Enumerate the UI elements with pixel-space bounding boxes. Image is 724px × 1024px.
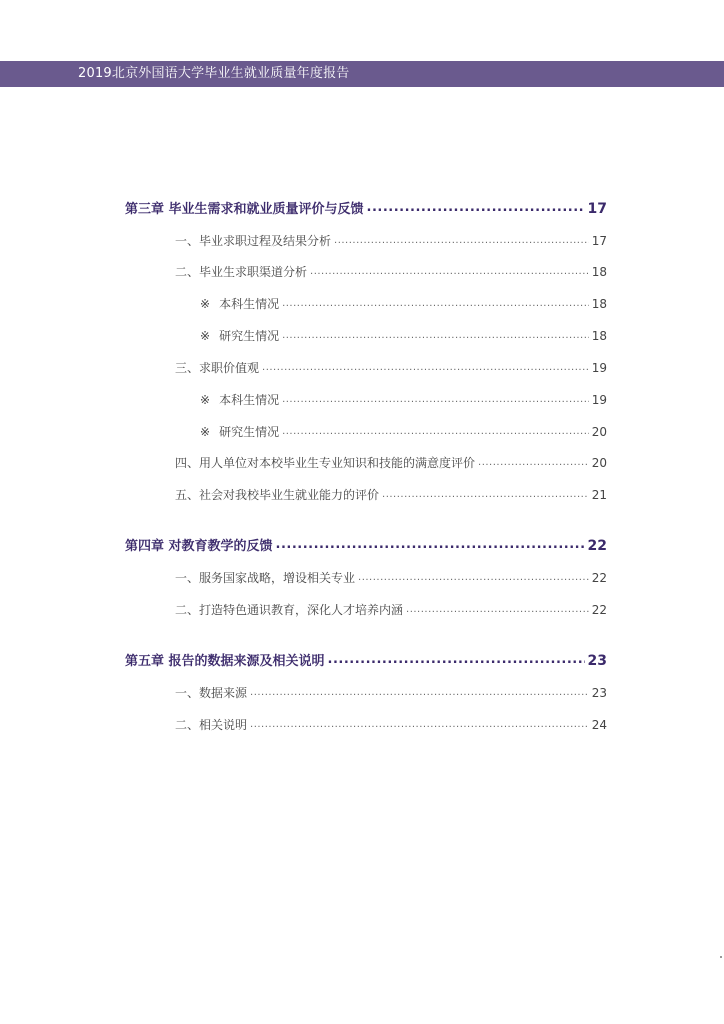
toc-entry-label: 一、服务国家战略，增设相关专业 (175, 571, 356, 585)
toc-page-number: 18 (591, 297, 607, 311)
toc-page-number: 17 (587, 201, 607, 217)
toc-dot-leader (358, 572, 589, 583)
toc-dot-leader (310, 266, 589, 277)
toc-dot-leader (282, 394, 589, 405)
toc-subsection-3-3-a[interactable] (200, 391, 607, 408)
report-title: 2019北京外国语大学毕业生就业质量年度报告 (78, 66, 350, 81)
toc-subsection-3-3-b[interactable] (200, 423, 607, 440)
toc-entry-label: 二、相关说明 (175, 718, 248, 732)
toc-section-3-4[interactable] (175, 454, 607, 471)
reference-mark-icon: ※ (200, 297, 211, 311)
toc-section-3-1[interactable] (175, 232, 607, 249)
toc-page-number: 24 (591, 718, 607, 732)
toc-page-number: 18 (591, 265, 607, 279)
toc-chapter-3[interactable] (125, 198, 607, 217)
toc-entry-label: 第三章 毕业生需求和就业质量评价与反馈 (125, 202, 364, 217)
toc-section-5-2[interactable] (175, 716, 607, 733)
toc-entry-label: 一、数据来源 (175, 686, 248, 700)
toc-entry-label: 二、毕业生求职渠道分析 (175, 265, 308, 279)
toc-section-5-1[interactable] (175, 684, 607, 701)
toc-page-number: 20 (591, 456, 607, 470)
toc-entry-label: 一、毕业求职过程及结果分析 (175, 234, 332, 248)
toc-dot-leader (262, 362, 589, 373)
toc-entry-text: 研究生情况 (219, 329, 280, 343)
toc-subsection-3-2-b[interactable] (200, 327, 607, 344)
toc-entry-label: 二、打造特色通识教育，深化人才培养内涵 (175, 603, 404, 617)
toc-page-number: 17 (591, 234, 607, 248)
toc-dot-leader (250, 719, 589, 730)
toc-entry-label: 第五章 报告的数据来源及相关说明 (125, 654, 325, 669)
page-edge-mark (720, 956, 722, 958)
toc-section-3-5[interactable] (175, 486, 607, 503)
toc-page-number: 20 (591, 425, 607, 439)
toc-entry-label (200, 423, 279, 440)
toc-dot-leader (276, 537, 585, 552)
toc-page-number: 18 (591, 329, 607, 343)
toc-dot-leader (334, 235, 589, 246)
toc-entry-label: 第四章 对教育教学的反馈 (125, 539, 273, 554)
toc-chapter-4[interactable] (125, 535, 607, 554)
toc-page-number: 22 (591, 571, 607, 585)
toc-page-number: 19 (591, 361, 607, 375)
toc-entry-label (200, 391, 279, 408)
toc-entry-label (200, 327, 279, 344)
toc-chapter-5[interactable] (125, 650, 607, 669)
toc-dot-leader (478, 457, 589, 468)
toc-dot-leader (367, 200, 585, 215)
toc-entry-label (200, 295, 279, 312)
toc-entry-label: 三、求职价值观 (175, 361, 260, 375)
toc-entry-text: 本科生情况 (219, 393, 280, 407)
toc-dot-leader (406, 604, 589, 615)
toc-dot-leader (382, 489, 589, 500)
toc-page-number: 21 (591, 488, 607, 502)
toc-dot-leader (282, 330, 589, 341)
toc-page-number: 22 (587, 538, 607, 554)
toc-section-3-3[interactable] (175, 359, 607, 376)
toc-section-4-1[interactable] (175, 569, 607, 586)
toc-entry-label: 五、社会对我校毕业生就业能力的评价 (175, 488, 380, 502)
toc-dot-leader (250, 687, 589, 698)
toc-entry-label: 四、用人单位对本校毕业生专业知识和技能的满意度评价 (175, 456, 476, 470)
toc-page-number: 22 (591, 603, 607, 617)
toc-page-number: 23 (587, 653, 607, 669)
toc-section-4-2[interactable] (175, 601, 607, 618)
toc-dot-leader (282, 298, 589, 309)
toc-dot-leader (282, 426, 589, 437)
reference-mark-icon: ※ (200, 329, 211, 343)
toc-page-number: 23 (591, 686, 607, 700)
toc-page-number: 19 (591, 393, 607, 407)
reference-mark-icon: ※ (200, 393, 211, 407)
toc-subsection-3-2-a[interactable] (200, 295, 607, 312)
reference-mark-icon: ※ (200, 425, 211, 439)
toc-entry-text: 研究生情况 (219, 425, 280, 439)
toc-entry-text: 本科生情况 (219, 297, 280, 311)
toc-section-3-2[interactable] (175, 263, 607, 280)
toc-dot-leader (328, 652, 585, 667)
